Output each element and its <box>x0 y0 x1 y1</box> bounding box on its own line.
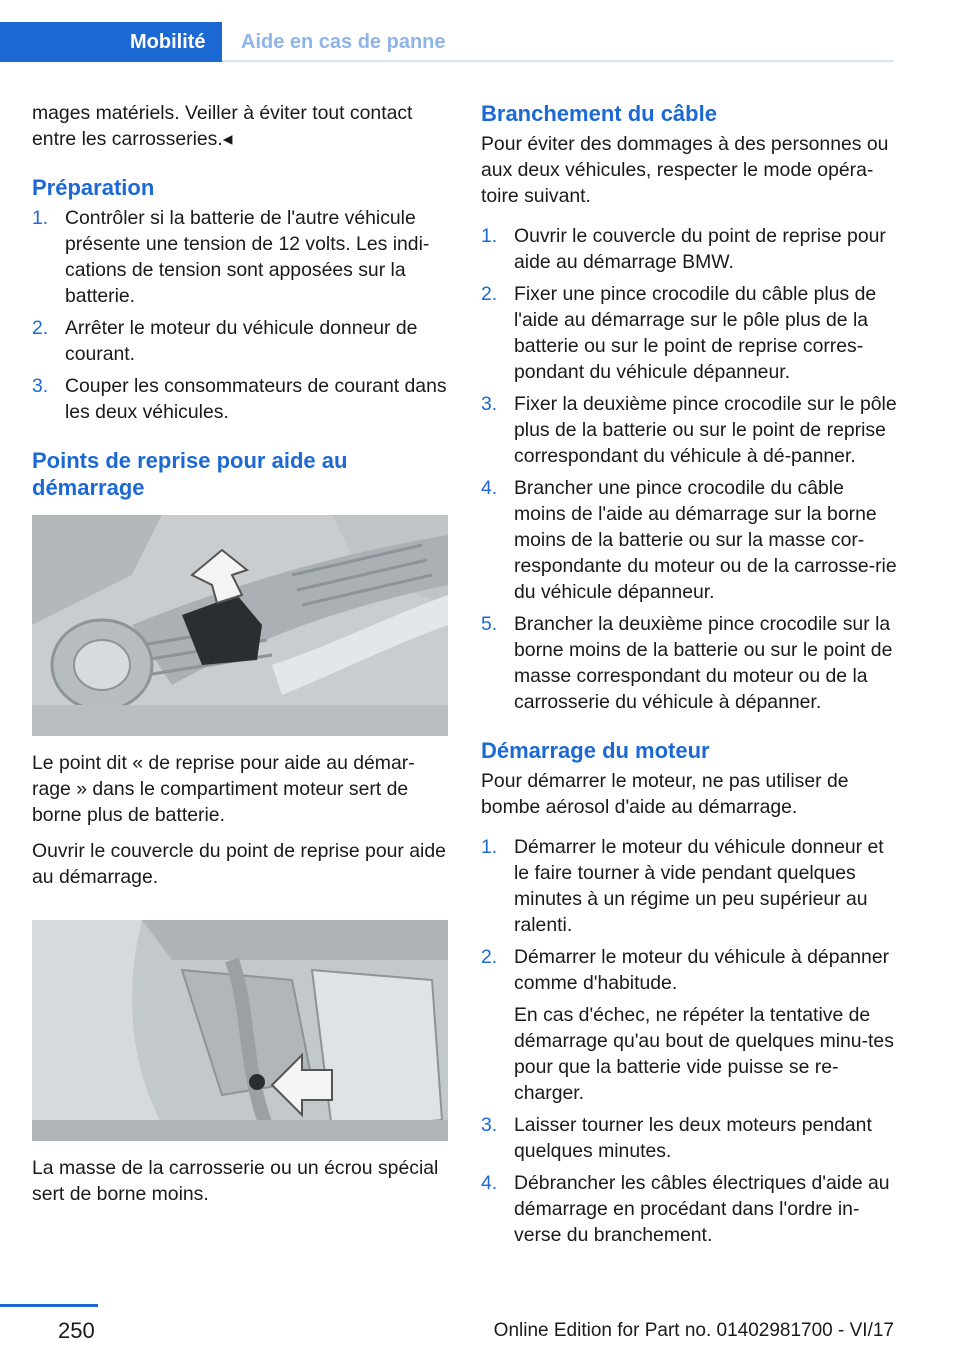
list-text: Ouvrir le couvercle du point de reprise pour aide au démarrage BMW. <box>514 225 886 273</box>
list-number: 2. <box>481 946 498 968</box>
heading-jump-start-points: Points de reprise pour aide au démarrage <box>32 448 348 500</box>
list-item <box>481 834 897 938</box>
cable-intro: Pour éviter des dommages à des personnes ou aux deux véhicules, respecter le mode opéra‐toire suivant. <box>481 133 889 207</box>
engine-bay-illustration <box>32 515 448 736</box>
list-text: Brancher une pince crocodile du câble moins de l'aide au démarrage sur la borne moins de la batterie ou sur la masse cor‐respondante du moteur ou de la carrosse‐rie du véhicule dépanneur. <box>514 477 897 603</box>
footer-rule <box>0 1304 98 1307</box>
list-item <box>481 1170 897 1248</box>
list-text: Arrêter le moteur du véhicule donneur de courant. <box>65 317 418 365</box>
ground-point-illustration <box>32 920 448 1141</box>
list-item <box>481 944 897 1106</box>
list-number: 3. <box>481 1114 498 1136</box>
heading-cable-connection: Branchement du câble <box>481 101 717 126</box>
figure1-caption: Le point dit « de reprise pour aide au démar‐rage » dans le compartiment moteur sert de borne plus de batterie. <box>32 752 415 826</box>
engine-bay-figure-negative <box>32 920 448 1141</box>
heading-preparation: Préparation <box>32 175 155 200</box>
tab-mobilite[interactable]: Mobilité <box>0 22 222 62</box>
engine-bay-figure-positive <box>32 515 448 736</box>
list-number: 3. <box>481 393 498 415</box>
list-text: Laisser tourner les deux moteurs pendant quelques minutes. <box>514 1114 872 1162</box>
list-item <box>32 205 448 309</box>
tab-divider <box>222 60 894 62</box>
list-number: 2. <box>481 283 498 305</box>
list-text: Débrancher les câbles électriques d'aide au démarrage en procédant dans l'ordre in‐verse du branchement. <box>514 1172 890 1246</box>
list-item <box>481 391 897 469</box>
start-steps-list <box>481 834 897 1248</box>
list-text: Brancher la deuxième pince crocodile sur la borne moins de la batterie ou sur le point de masse correspondant du moteur ou de la carrosserie du véhicule à dépanner. <box>514 613 893 713</box>
chapter-tabs <box>0 22 894 62</box>
heading-engine-start: Démarrage du moteur <box>481 738 710 763</box>
figure2-caption: La masse de la carrosserie ou un écrou spécial sert de borne moins. <box>32 1157 439 1205</box>
list-item <box>481 281 897 385</box>
list-item <box>481 1112 897 1164</box>
list-number: 1. <box>481 225 498 247</box>
list-text: Couper les consommateurs de courant dans les deux véhicules. <box>65 375 447 423</box>
figure1-caption-2: Ouvrir le couvercle du point de reprise pour aide au démarrage. <box>32 840 446 888</box>
list-number: 3. <box>32 375 49 397</box>
list-number: 1. <box>32 207 49 229</box>
list-number: 4. <box>481 1172 498 1194</box>
intro-text: mages matériels. Veiller à éviter tout contact entre les carrosseries.◂ <box>32 102 413 150</box>
list-text: Fixer la deuxième pince crocodile sur le pôle plus de la batterie ou sur le point de reprise correspondant du véhicule à dé‐panner. <box>514 393 897 467</box>
list-text: Démarrer le moteur du véhicule à dépanner comme d'habitude. <box>514 946 890 994</box>
tab-aide-en-cas-de-panne[interactable]: Aide en cas de panne <box>241 31 446 53</box>
list-item <box>32 373 448 425</box>
list-item <box>32 315 448 367</box>
list-text: Fixer une pince crocodile du câble plus de l'aide au démarrage sur le pôle plus de la batterie ou sur le point de reprise corres‐pondant du véhicule dépanneur. <box>514 283 877 383</box>
list-number: 5. <box>481 613 498 635</box>
cable-steps-list <box>481 223 897 715</box>
left-column <box>32 100 448 1217</box>
list-number: 1. <box>481 836 498 858</box>
list-item <box>481 611 897 715</box>
preparation-list <box>32 205 448 425</box>
list-item <box>481 223 897 275</box>
right-column <box>481 100 897 1258</box>
list-text: Contrôler si la batterie de l'autre véhicule présente une tension de 12 volts. Les indi‐cations de tension sont apposées sur la batterie. <box>65 207 430 307</box>
list-number: 2. <box>32 317 49 339</box>
page-number: 250 <box>58 1318 95 1343</box>
edition-info: Online Edition for Part no. 01402981700 - VI/17 <box>493 1320 894 1341</box>
list-item <box>481 475 897 605</box>
list-subtext: En cas d'échec, ne répéter la tentative de démarrage qu'au bout de quelques minu‐tes pour que la batterie vide puisse se re‐charger. <box>514 1004 894 1104</box>
start-intro: Pour démarrer le moteur, ne pas utiliser de bombe aérosol d'aide au démarrage. <box>481 770 849 818</box>
list-text: Démarrer le moteur du véhicule donneur et le faire tourner à vide pendant quelques minutes à un régime un peu supérieur au ralenti. <box>514 836 884 936</box>
list-number: 4. <box>481 477 498 499</box>
